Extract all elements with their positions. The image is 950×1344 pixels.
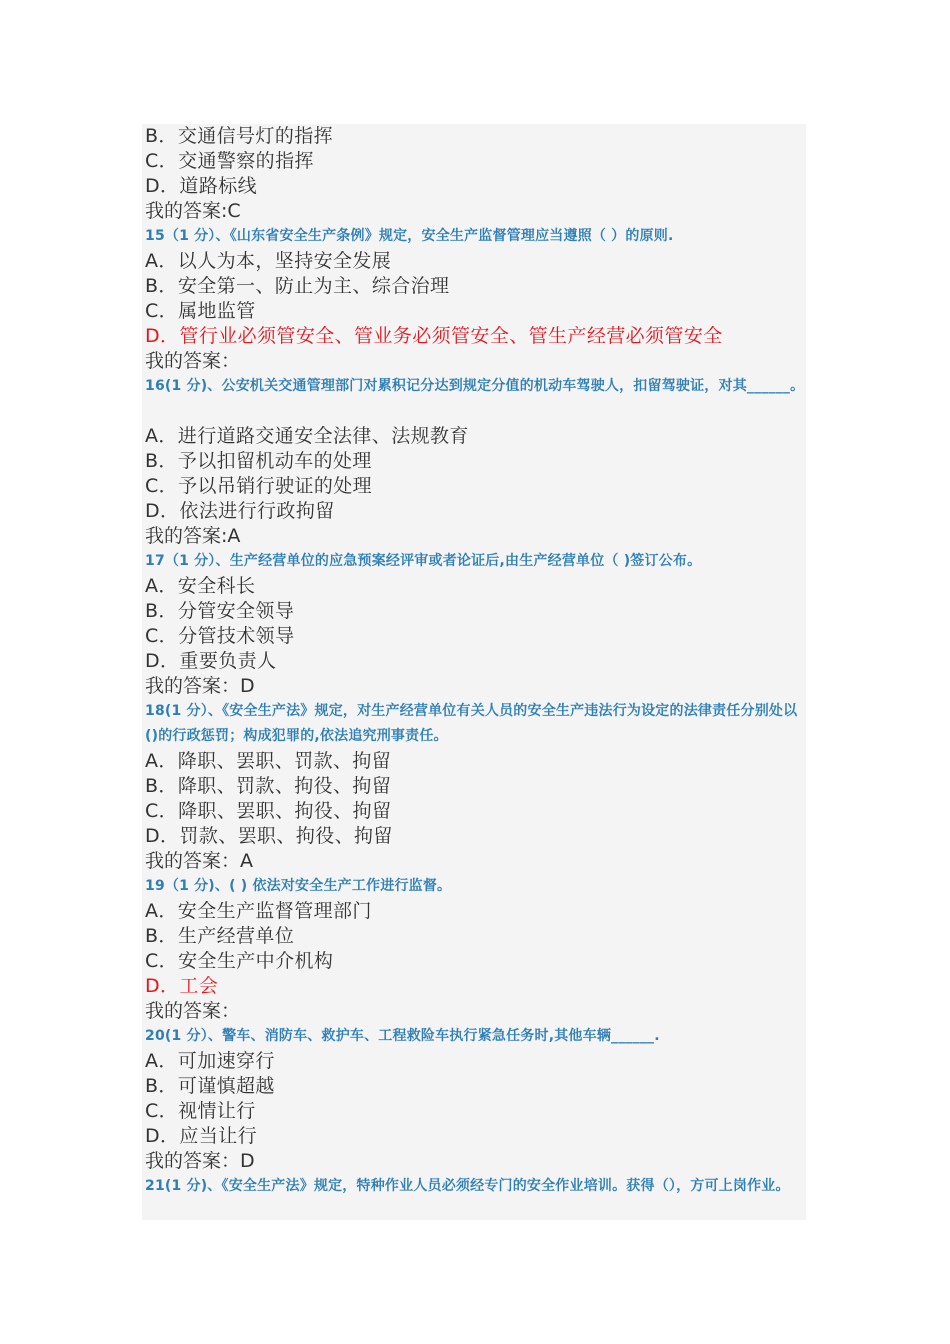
option-b: B．可谨慎超越 [145,1075,275,1097]
option-b: B．交通信号灯的指挥 [145,125,334,147]
option-a: A．安全科长 [145,575,256,597]
my-answer: 我的答案：D [145,675,255,697]
option-d: D．依法进行行政拘留 [145,500,335,522]
option-a: A．可加速穿行 [145,1050,275,1072]
option-c: C．安全生产中介机构 [145,950,334,972]
my-answer: 我的答案：D [145,1150,255,1172]
option-c: C．属地监管 [145,300,256,322]
question-19: 19（1 分)、( ) 依法对安全生产工作进行监督。 [145,878,452,894]
question-16: 16(1 分)、公安机关交通管理部门对累积记分达到规定分值的机动车驾驶人，扣留驾驶证，对其______。 [145,378,805,394]
option-d: D．道路标线 [145,175,258,197]
option-a: A．进行道路交通安全法律、法规教育 [145,425,469,447]
option-d-correct: D．管行业必须管安全、管业务必须管安全、管生产经营必须管安全 [145,325,723,347]
option-c: C．予以吊销行驶证的处理 [145,475,373,497]
option-b: B．降职、罚款、拘役、拘留 [145,775,392,797]
option-b: B．分管安全领导 [145,600,295,622]
question-21: 21(1 分)、《安全生产法》规定，特种作业人员必须经专门的安全作业培训。获得（），方可上岗作业。 [145,1178,790,1194]
my-answer: 我的答案：A [145,850,253,872]
my-answer: 我的答案:C [145,200,241,222]
option-d-correct: D．工会 [145,975,219,997]
question-15: 15（1 分）、《山东省安全生产条例》规定，安全生产监督管理应当遵照（ ）的原则. [145,228,674,244]
document-panel [142,124,806,1220]
option-c: C．视情让行 [145,1100,256,1122]
option-c: C．分管技术领导 [145,625,295,647]
option-b: B．安全第一、防止为主、综合治理 [145,275,450,297]
my-answer: 我的答案:A [145,525,241,547]
my-answer: 我的答案： [145,350,241,372]
option-d: D．罚款、罢职、拘役、拘留 [145,825,393,847]
question-20: 20(1 分）、警车、消防车、救护车、工程救险车执行紧急任务时,其他车辆______. [145,1028,660,1044]
option-a: A．以人为本，坚持安全发展 [145,250,392,272]
option-a: A．安全生产监督管理部门 [145,900,372,922]
option-c: C．交通警察的指挥 [145,150,314,172]
option-a: A．降职、罢职、罚款、拘留 [145,750,392,772]
option-d: D．应当让行 [145,1125,258,1147]
option-b: B．予以扣留机动车的处理 [145,450,372,472]
option-b: B．生产经营单位 [145,925,295,947]
my-answer: 我的答案： [145,1000,241,1022]
question-17: 17（1 分）、生产经营单位的应急预案经评审或者论证后,由生产经营单位（ )签订公布。 [145,553,702,569]
question-18: 18(1 分）、《安全生产法》规定，对生产经营单位有关人员的安全生产违法行为设定的法律责任分别处以()的行政惩罚；构成犯罪的,依法追究刑事责任。 [145,703,798,744]
option-d: D．重要负责人 [145,650,277,672]
option-c: C．降职、罢职、拘役、拘留 [145,800,392,822]
